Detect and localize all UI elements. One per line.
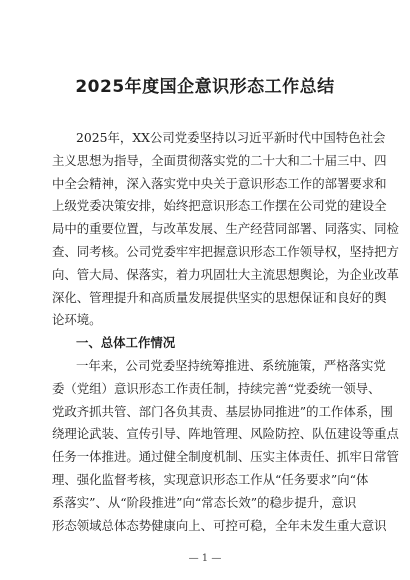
- document-title: 2025年度国企意识形态工作总结: [75, 77, 335, 97]
- paragraph-line: 深化、管理提升和高质量发展提供坚实的思想保证和良好的舆: [52, 289, 387, 305]
- paragraph-line: 绕理论武装、宣传引导、阵地管理、风险防控、队伍建设等重点: [52, 426, 399, 442]
- paragraph-line: 理、强化监督考核，实现意识形态工作从“任务要求”向“体: [52, 471, 369, 487]
- page-number: — 1 —: [188, 553, 222, 564]
- section1-paragraph: [52, 355, 399, 537]
- paragraph-line: 委（党组）意识形态工作责任制，持续完善“党委统一领导、: [52, 380, 381, 396]
- section-heading: 一、总体工作情况: [76, 335, 176, 351]
- paragraph-line: 一年来，公司党委坚持统筹推进、系统施策，严格落实党: [76, 357, 386, 373]
- paragraph-line: 上级党委决策安排，始终把意识形态工作摆在公司党的建设全: [52, 198, 387, 214]
- paragraph-line: 形态领域总体态势健康向上、可控可稳，全年未发生重大意识: [52, 517, 387, 533]
- paragraph-line: 查、同考核。公司党委牢牢把握意识形态工作领导权，坚持把方: [52, 243, 399, 259]
- paragraph-line: 党政齐抓共管、部门各负其责、基层协同推进”的工作体系，围: [52, 403, 393, 419]
- paragraph-line: 任务一体推进。通过健全制度机制、压实主体责任、抓牢日常管: [52, 449, 399, 465]
- paragraph-line: 2025年，XX公司党委坚持以习近平新时代中国特色社会: [76, 130, 386, 145]
- paragraph-line: 向、管大局、保落实，着力巩固壮大主流思想舆论，为企业改革: [52, 266, 399, 282]
- paragraph-line: 局中的重要位置，与改革发展、生产经营同部署、同落实、同检: [52, 221, 399, 237]
- intro-paragraph: [52, 127, 399, 332]
- paragraph-line: 主义思想为指导，全面贯彻落实党的二十大和二十届三中、四: [52, 152, 387, 168]
- paragraph-line: 系落实”、从“阶段推进”向“常态长效”的稳步提升，意识: [52, 494, 357, 510]
- paragraph-line: 论环境。: [52, 312, 102, 328]
- paragraph-line: 中全会精神，深入落实党中央关于意识形态工作的部署要求和: [52, 175, 387, 191]
